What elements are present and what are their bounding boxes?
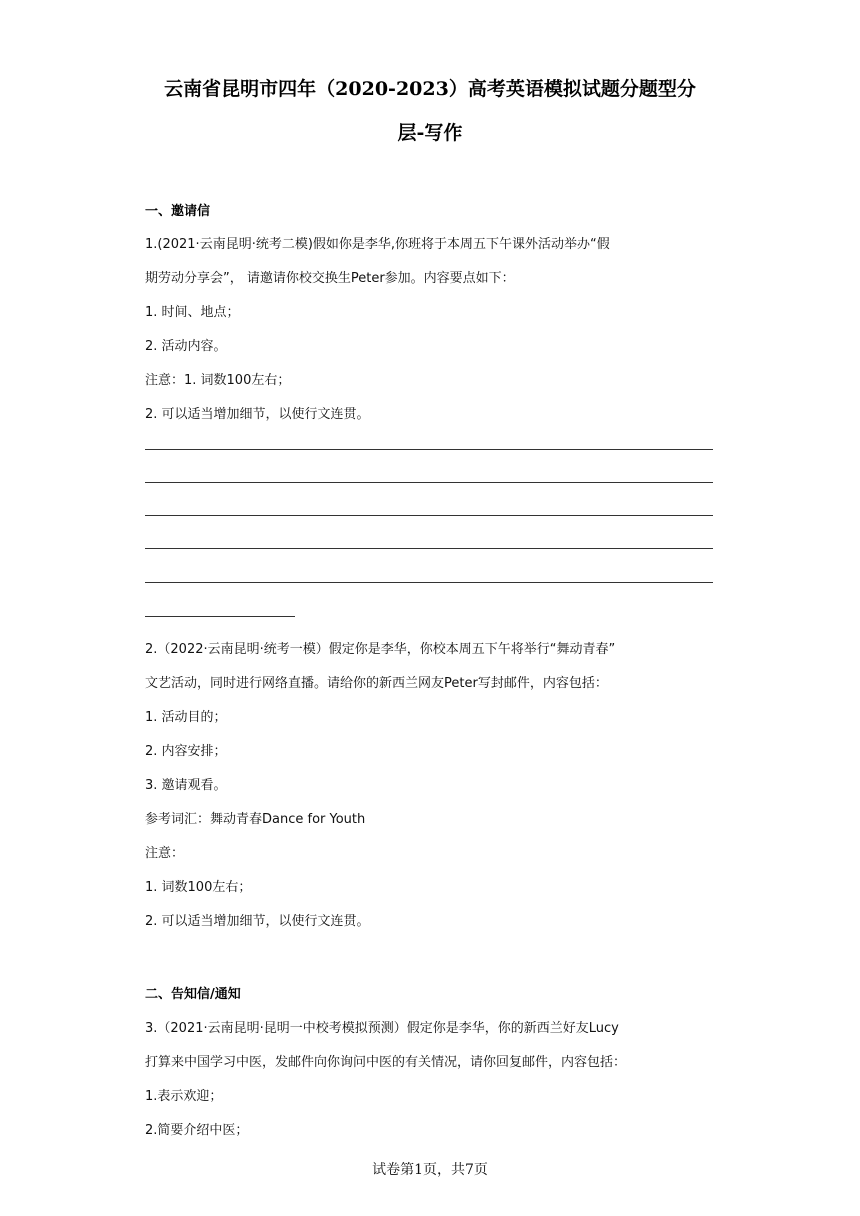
answer-line[interactable] bbox=[145, 548, 713, 549]
document-title-line-2: 层-写作 bbox=[397, 122, 463, 144]
answer-line[interactable] bbox=[145, 515, 713, 516]
question-2-line: 1. 词数100左右； bbox=[145, 880, 252, 895]
question-1-line: 1.(2021·云南昆明·统考二模)假如你是李华,你班将于本周五下午课外活动举办“假 bbox=[145, 237, 610, 252]
question-3-line: 2.简要介绍中医； bbox=[145, 1123, 249, 1138]
answer-line[interactable] bbox=[145, 482, 713, 483]
question-2-line: 3. 邀请观看。 bbox=[145, 778, 227, 793]
question-1-line: 1. 时间、地点； bbox=[145, 305, 240, 320]
question-2-line: 文艺活动，同时进行网络直播。请给你的新西兰网友Peter写封邮件，内容包括： bbox=[145, 676, 608, 691]
section-heading-invitation: 一、邀请信 bbox=[145, 204, 211, 219]
question-3-line: 打算来中国学习中医，发邮件向你询问中医的有关情况，请你回复邮件，内容包括： bbox=[145, 1055, 627, 1070]
question-2-line: 注意： bbox=[145, 846, 185, 861]
answer-line-short[interactable] bbox=[145, 616, 295, 617]
page-footer: 试卷第1页，共7页 bbox=[372, 1162, 488, 1178]
section-heading-notice: 二、告知信/通知 bbox=[145, 987, 241, 1002]
question-1-line: 期劳动分享会”， 请邀请你校交换生Peter参加。内容要点如下： bbox=[145, 271, 515, 286]
answer-line[interactable] bbox=[145, 449, 713, 450]
document-title-line-1: 云南省昆明市四年（2020-2023）高考英语模拟试题分题型分 bbox=[164, 78, 696, 100]
question-2-line: 2.（2022·云南昆明·统考一模）假定你是李华，你校本周五下午将举行“舞动青春” bbox=[145, 642, 616, 657]
question-1-line: 注意：1. 词数100左右； bbox=[145, 373, 291, 388]
question-2-line: 2. 可以适当增加细节，以使行文连贯。 bbox=[145, 914, 370, 929]
answer-line[interactable] bbox=[145, 582, 713, 583]
question-3-line: 3.（2021·云南昆明·昆明一中校考模拟预测）假定你是李华，你的新西兰好友Lucy bbox=[145, 1021, 619, 1036]
question-2-line: 1. 活动目的； bbox=[145, 710, 227, 725]
question-1-line: 2. 活动内容。 bbox=[145, 339, 227, 354]
question-2-line: 2. 内容安排； bbox=[145, 744, 227, 759]
question-1-line: 2. 可以适当增加细节，以使行文连贯。 bbox=[145, 407, 370, 422]
question-3-line: 1.表示欢迎； bbox=[145, 1089, 223, 1104]
question-2-line: 参考词汇：舞动青春Dance for Youth bbox=[145, 812, 366, 827]
